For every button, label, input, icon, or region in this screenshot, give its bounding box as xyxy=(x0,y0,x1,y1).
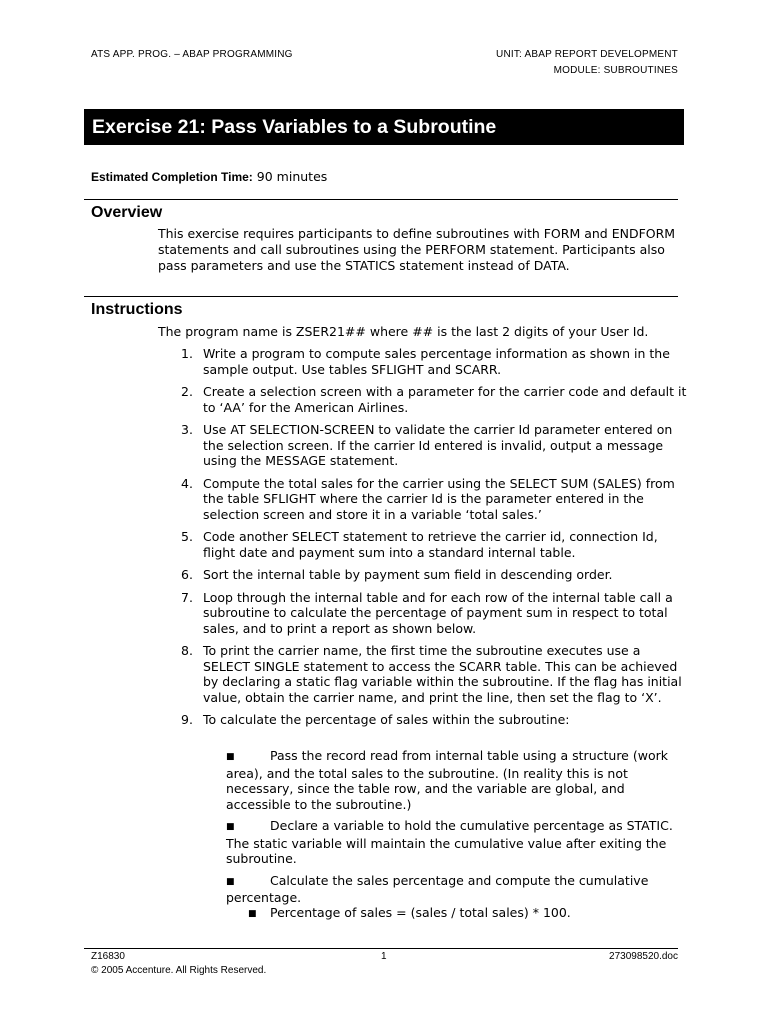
step-text: To print the carrier name, the first time the subroutine executes use a SELECT SINGLE statement to access the SCARR table. This can be achieved by declaring a static flag variable within the subroutine. If the flag has initial value, obtain the carrier name, and print the line, then set the flag to ‘X’. xyxy=(203,643,682,705)
step-text: Loop through the internal table and for each row of the internal table call a subroutine to calculate the percentage of payment sum in respect to total sales, and to print a report as shown below. xyxy=(203,589,673,636)
footer-rule xyxy=(84,948,678,949)
footer-page-number: 1 xyxy=(381,951,387,962)
instructions-intro: The program name is ZSER21## where ## is the last 2 digits of your User Id. xyxy=(158,324,649,339)
step-number: 6. xyxy=(181,567,193,582)
percentage-bullets xyxy=(226,748,686,912)
header-module: MODULE: SUBROUTINES xyxy=(553,65,678,76)
bullet-item xyxy=(226,873,686,906)
estimated-time xyxy=(91,169,327,184)
step-item xyxy=(158,567,688,583)
estimated-time-value: 90 minutes xyxy=(256,169,328,184)
step-number: 9. xyxy=(181,712,193,727)
header-unit: UNIT: ABAP REPORT DEVELOPMENT xyxy=(496,49,678,60)
step-number: 5. xyxy=(181,529,193,544)
step-text: Write a program to compute sales percentage information as shown in the sample output. Use tables SFLIGHT and SCARR. xyxy=(203,346,670,377)
footer-code: Z16830 xyxy=(91,951,125,962)
square-bullet-icon: ■ xyxy=(248,909,257,919)
step-item xyxy=(158,529,688,560)
step-text: Create a selection screen with a parameter for the carrier code and default it to ‘AA’ for the American Airlines. xyxy=(203,384,687,415)
header-course: ATS APP. PROG. – ABAP PROGRAMMING xyxy=(91,49,293,60)
bullet-text: Calculate the sales percentage and compute the cumulative percentage. xyxy=(226,872,649,905)
footer-copyright: © 2005 Accenture. All Rights Reserved. xyxy=(91,965,267,976)
step-text: Sort the internal table by payment sum field in descending order. xyxy=(203,567,613,582)
formula-text: Percentage of sales = (sales / total sales) * 100. xyxy=(270,905,571,920)
overview-heading: Overview xyxy=(91,204,163,221)
footer-doc-name: 273098520.doc xyxy=(609,951,678,962)
bullet-text: Pass the record read from internal table using a structure (work area), and the total sales to the subroutine. (In reality this is not necessary, since the table row, and the variable are global, and accessible to the subroutine.) xyxy=(226,748,668,812)
step-item xyxy=(158,346,688,377)
square-bullet-icon: ■ xyxy=(226,822,235,832)
step-item xyxy=(158,712,688,728)
step-item xyxy=(158,643,688,705)
formula-bullet xyxy=(248,905,571,922)
exercise-title: Exercise 21: Pass Variables to a Subroutine xyxy=(84,109,684,145)
bullet-item xyxy=(226,818,686,867)
estimated-time-label: Estimated Completion Time: xyxy=(91,170,253,184)
overview-rule xyxy=(84,199,678,200)
step-number: 8. xyxy=(181,643,193,658)
step-number: 7. xyxy=(181,589,193,605)
step-item xyxy=(158,384,688,415)
instructions-heading: Instructions xyxy=(91,301,183,318)
instructions-rule xyxy=(84,296,678,297)
square-bullet-icon: ■ xyxy=(226,876,235,887)
step-item xyxy=(158,422,688,469)
step-text: To calculate the percentage of sales within the subroutine: xyxy=(203,712,570,727)
step-number: 4. xyxy=(181,475,193,491)
step-number: 2. xyxy=(181,384,193,399)
instruction-steps xyxy=(158,346,688,735)
overview-text: This exercise requires participants to define subroutines with FORM and ENDFORM statements and call subroutines using the PERFORM statement. Participants also pass parameters and use the STATICS statement instead of DATA. xyxy=(158,226,676,273)
bullet-item xyxy=(226,748,686,812)
step-text: Use AT SELECTION-SCREEN to validate the carrier Id parameter entered on the selection screen. If the carrier Id entered is invalid, output a message using the MESSAGE statement. xyxy=(203,422,673,468)
step-text: Code another SELECT statement to retrieve the carrier id, connection Id, flight date and payment sum into a standard internal table. xyxy=(203,529,658,560)
square-bullet-icon: ■ xyxy=(226,752,235,762)
step-item xyxy=(158,476,688,523)
bullet-text: Declare a variable to hold the cumulative percentage as STATIC. The static variable will maintain the cumulative value after exiting the subroutine. xyxy=(226,818,673,866)
step-text: Compute the total sales for the carrier using the SELECT SUM (SALES) from the table SFLIGHT where the carrier Id is the parameter entered in the selection screen and store it in a variable ‘total sales.’ xyxy=(203,475,675,522)
step-number: 1. xyxy=(181,346,193,361)
step-item xyxy=(158,590,688,637)
step-number: 3. xyxy=(181,422,193,437)
